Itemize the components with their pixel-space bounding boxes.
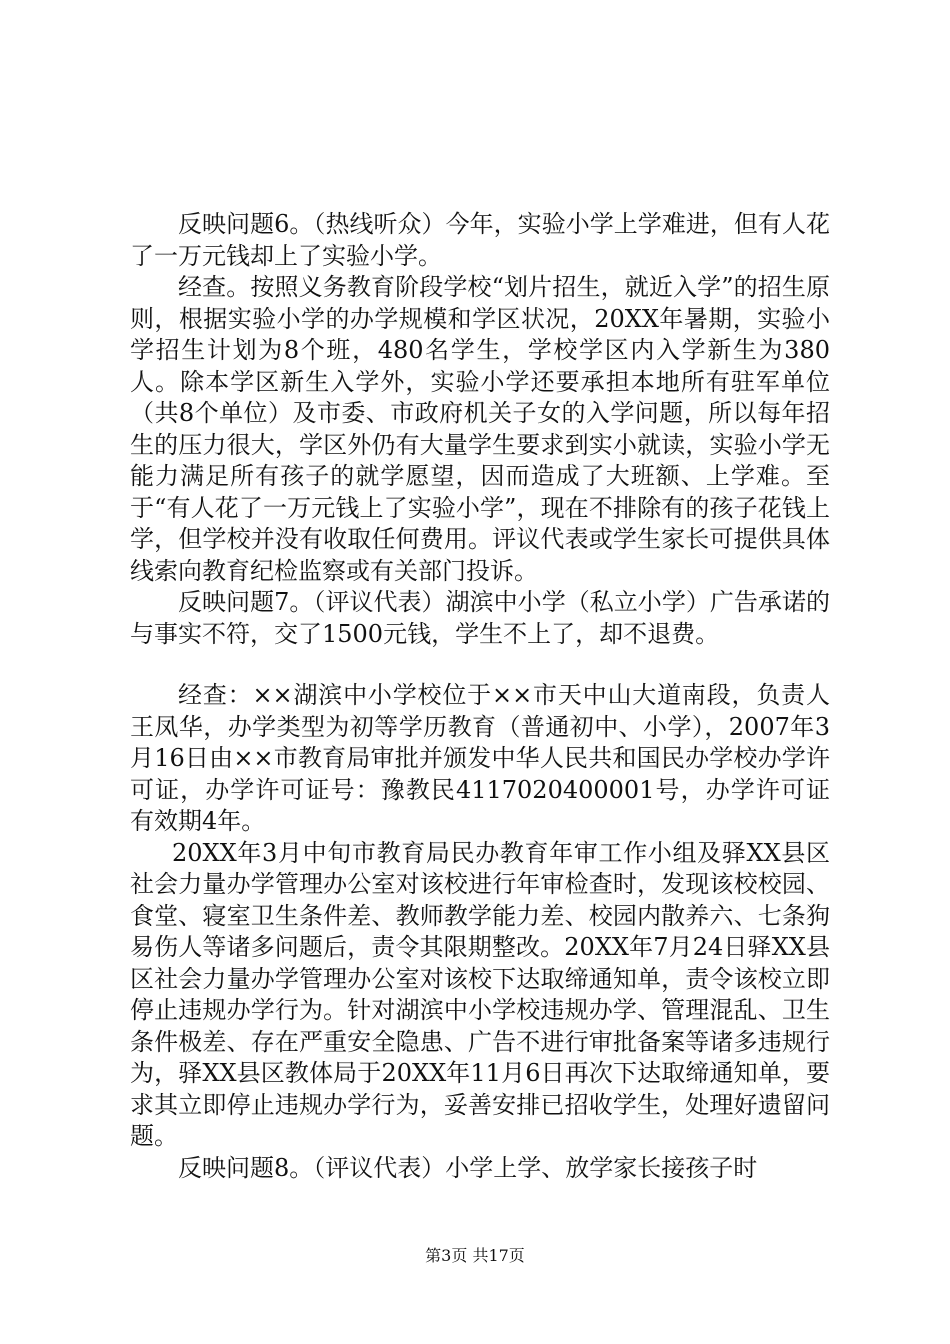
document-body — [130, 209, 830, 1184]
paragraph-finding-7: 经查：××湖滨中小学校位于××市天中山大道南段，负责人王凤华，办学类型为初等学历教育（普通初中、小学），2007年3月16日由××市教育局审批并颁发中华人民共和国民办学校办学许可证，办学许可证号：豫教民4117020400001号，办学许可证有效期4年。 — [130, 681, 830, 835]
paragraph-issue-7: 反映问题7。（评议代表）湖滨中小学（私立小学）广告承诺的与事实不符，交了1500元钱，学生不上了，却不退费。 — [130, 588, 830, 648]
paragraph-inspection-details: 20XX年3月中旬市教育局民办教育年审工作小组及驿XX县区社会力量办学管理办公室对该校进行年审检查时，发现该校校园、食堂、寝室卫生条件差、教师教学能力差、校园内散养六、七条狗易伤人等诸多问题后，责令其限期整改。20XX年7月24日驿XX县区社会力量办学管理办公室对该校下达取缔通知单，责令该校立即停止违规办学行为。针对湖滨中小学校违规办学、管理混乱、卫生条件极差、存在严重安全隐患、广告不进行审批备案等诸多违规行为，驿XX县区教体局于20XX年11月6日再次下达取缔通知单，要求其立即停止违规办学行为，妥善安排已招收学生，处理好遗留问题。 — [130, 838, 830, 1150]
paragraph-issue-6: 反映问题6。（热线听众）今年，实验小学上学难进，但有人花了一万元钱却上了实验小学。 — [130, 210, 830, 270]
paragraph-finding-6: 经查。按照义务教育阶段学校“划片招生，就近入学”的招生原则，根据实验小学的办学规模和学区状况，20XX年暑期，实验小学招生计划为8个班，480名学生，学校学区内入学新生为380人。除本学区新生入学外，实验小学还要承担本地所有驻军单位（共8个单位）及市委、市政府机关子女的入学问题，所以每年招生的压力很大，学区外仍有大量学生要求到实小就读，实验小学无能力满足所有孩子的就学愿望，因而造成了大班额、上学难。至于“有人花了一万元钱上了实验小学”，现在不排除有的孩子花钱上学，但学校并没有收取任何费用。评议代表或学生家长可提供具体线索向教育纪检监察或有关部门投诉。 — [130, 273, 830, 585]
paragraph-gap — [130, 650, 830, 680]
paragraph-issue-8: 反映问题8。（评议代表）小学上学、放学家长接孩子时 — [178, 1153, 758, 1182]
page-number-footer: 第3页 共17页 — [425, 1246, 525, 1265]
